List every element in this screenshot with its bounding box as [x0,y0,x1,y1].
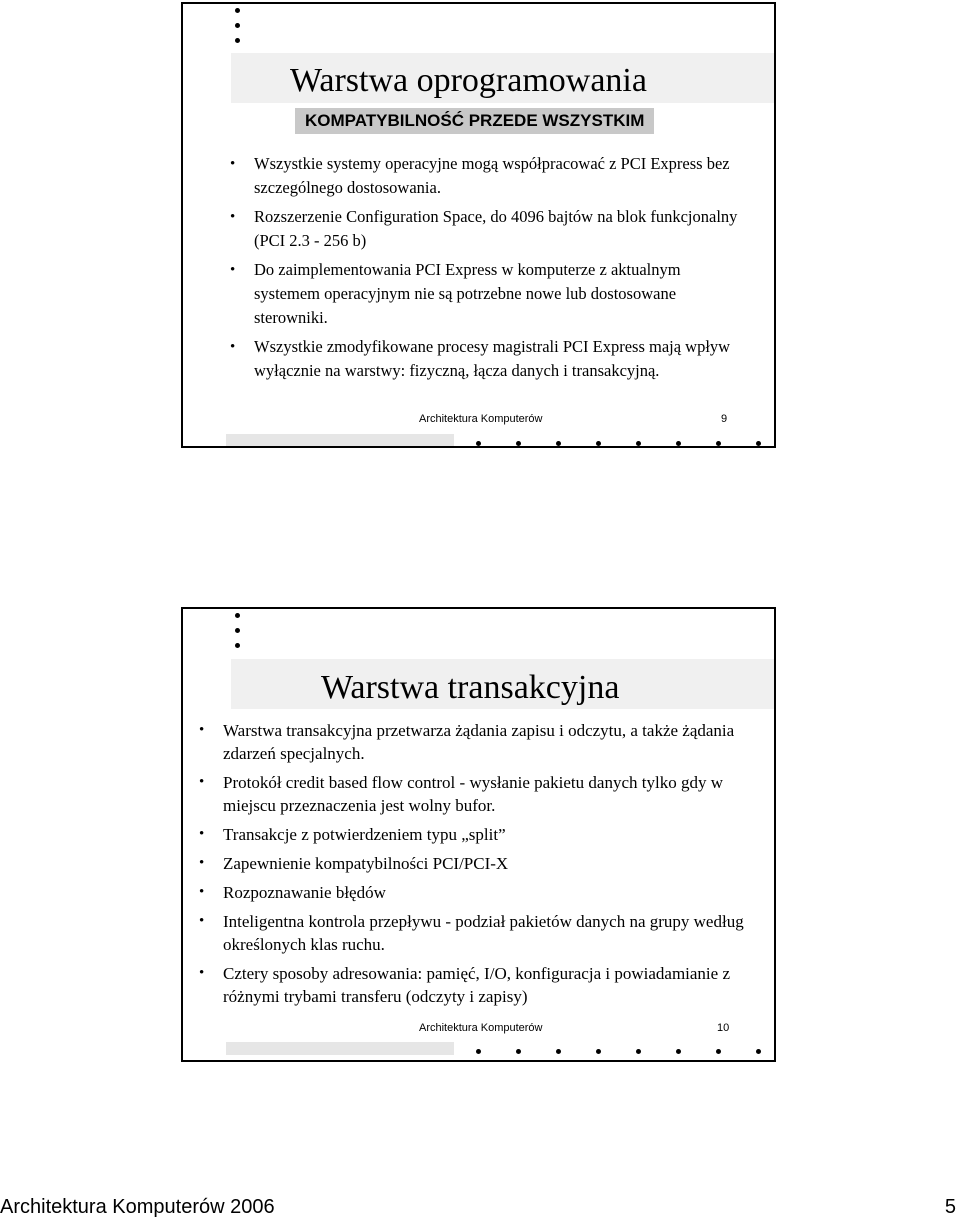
vertical-dots-decoration [235,613,240,658]
vertical-dots-decoration [235,8,240,53]
slide-2 [181,607,776,1062]
list-item: • Rozszerzenie Configuration Space, do 4096 bajtów na blok funkcjonalny (PCI 2.3 - 256 b) [228,205,748,253]
footer-bar [226,1042,454,1055]
slide-1 [181,2,776,448]
list-item: • Warstwa transakcyjna przetwarza żądania zapisu i odczytu, a także żądania zdarzeń specjalnych. [197,719,757,765]
badge-label: KOMPATYBILNOŚĆ PRZEDE WSZYSTKIM [295,108,654,134]
list-item: • Zapewnienie kompatybilności PCI/PCI-X [197,852,757,875]
list-item: • Do zaimplementowania PCI Express w komputerze z aktualnym systemem operacyjnym nie są potrzebne nowe lub dostosowane sterowniki. [228,258,748,330]
list-item: • Wszystkie systemy operacyjne mogą współpracować z PCI Express bez szczególnego dostosowania. [228,152,748,200]
list-item: • Wszystkie zmodyfikowane procesy magistrali PCI Express mają wpływ wyłącznie na warstwy: fizyczną, łącza danych i transakcyjną. [228,335,748,383]
footer-bar [226,434,454,447]
list-item: • Transakcje z potwierdzeniem typu „split” [197,823,757,846]
slide-title: Warstwa transakcyjna [321,669,620,706]
page-footer-number: 5 [944,1196,956,1218]
bullet-list [197,719,757,1014]
list-item: • Protokół credit based flow control - wysłanie pakietu danych tylko gdy w miejscu przeznaczenia jest wolny bufor. [197,771,757,817]
slide-page-number: 10 [717,1022,730,1034]
slide-footer-text: Architektura Komputerów [419,1022,543,1034]
list-item: • Cztery sposoby adresowania: pamięć, I/O, konfiguracja i powiadamianie z różnymi trybami transferu (odczyty i zapisy) [197,962,757,1008]
slide-footer-text: Architektura Komputerów [419,413,543,425]
list-item: • Rozpoznawanie błędów [197,881,757,904]
slide-title: Warstwa oprogramowania [290,62,647,99]
page-footer-title: Architektura Komputerów 2006 [0,1196,275,1218]
list-item: • Inteligentna kontrola przepływu - podział pakietów danych na grupy według określonych klas ruchu. [197,910,757,956]
bullet-list [228,152,748,388]
slide-page-number: 9 [721,413,728,425]
